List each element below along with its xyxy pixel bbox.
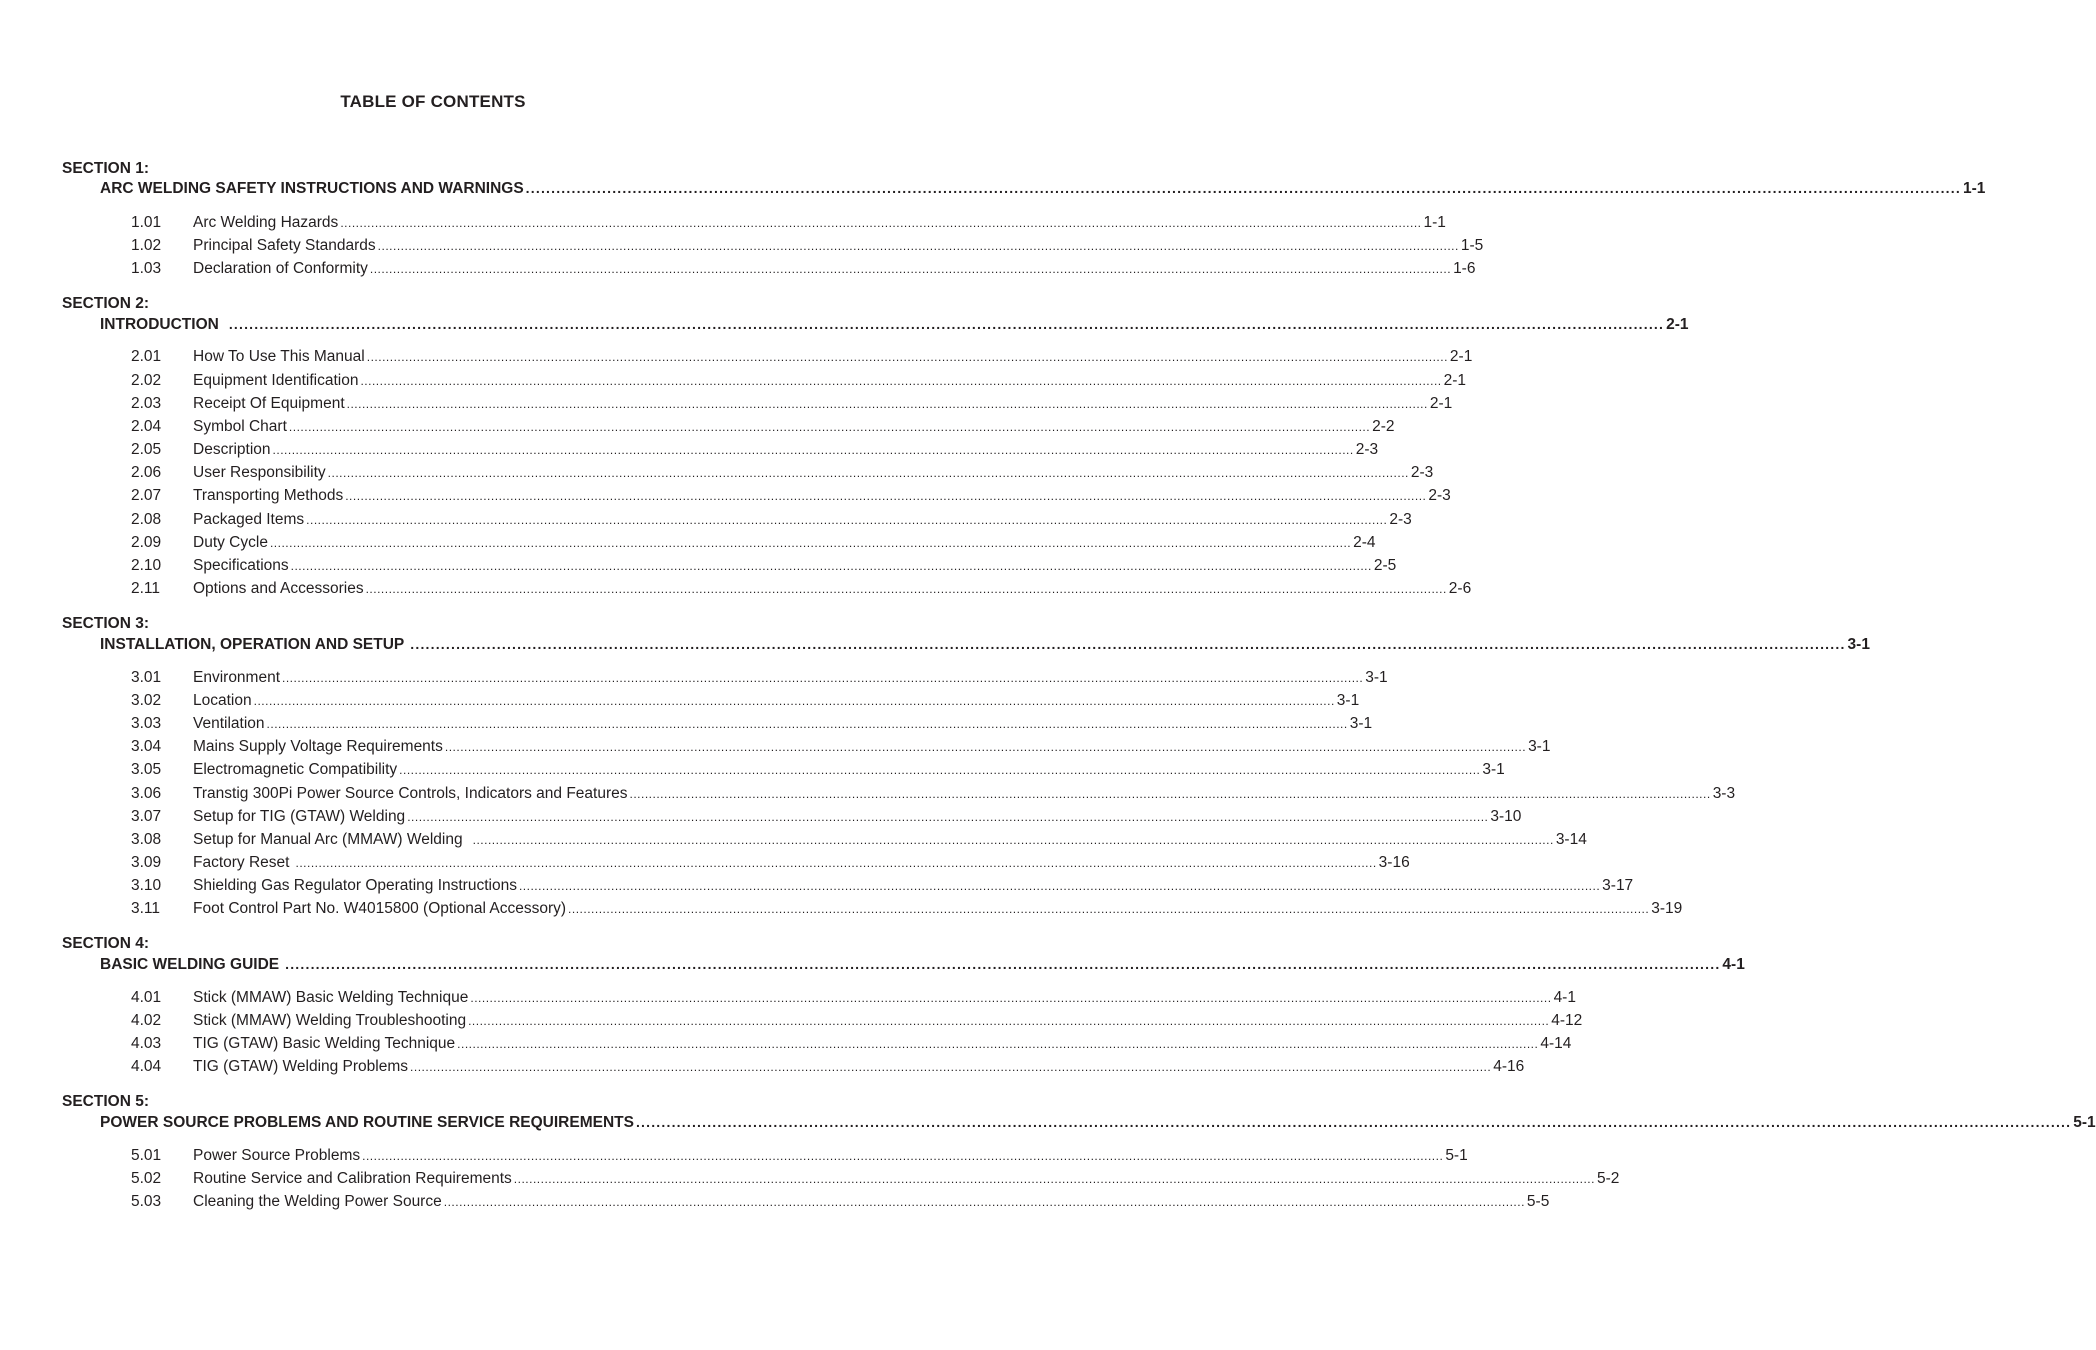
toc-page-number: 1-1	[1423, 214, 1446, 231]
toc-page-number: 2-3	[1389, 511, 1412, 528]
toc-page-number: 3-1	[1847, 636, 1870, 653]
toc-entry-3-04[interactable]	[131, 738, 1551, 756]
dot-leader: ..........................................................................................................................................................................................................................................................................................	[306, 513, 1388, 527]
toc-entry-number: 3.05	[131, 761, 162, 778]
toc-entry-number: 2.10	[131, 557, 162, 574]
toc-section-title: ARC WELDING SAFETY INSTRUCTIONS AND WARNINGS	[100, 180, 524, 197]
dot-leader: ..........................................................................................................................................................................................................................................................................................	[285, 956, 1721, 972]
section-3-heading: SECTION 3:	[62, 615, 149, 632]
toc-entry-2-08[interactable]	[131, 511, 1412, 529]
toc-entry-number: 2.02	[131, 372, 162, 389]
toc-page-number: 3-10	[1490, 808, 1522, 825]
toc-entry-number: 3.02	[131, 692, 162, 709]
dot-leader: ..........................................................................................................................................................................................................................................................................................	[266, 717, 1348, 731]
toc-page-number: 5-2	[1596, 1170, 1620, 1187]
toc-page-number: 3-19	[1651, 900, 1683, 917]
toc-page-number: 2-5	[1373, 557, 1397, 574]
toc-section-1-entry[interactable]	[100, 180, 1986, 198]
dot-leader: ..........................................................................................................................................................................................................................................................................................	[346, 397, 1428, 411]
toc-entry-2-02[interactable]	[131, 372, 1467, 390]
toc-page-number: 1-1	[1962, 180, 1986, 197]
toc-page-number: 4-1	[1553, 989, 1576, 1006]
toc-entry-label: Packaged Items	[193, 511, 305, 528]
toc-page-number: 4-1	[1722, 956, 1745, 973]
toc-page-number: 1-6	[1453, 260, 1476, 277]
toc-entry-label: Power Source Problems	[193, 1147, 361, 1164]
dot-leader: ..........................................................................................................................................................................................................................................................................................	[443, 1195, 1525, 1209]
toc-section-5-entry[interactable]	[100, 1114, 2096, 1132]
dot-leader: ..........................................................................................................................................................................................................................................................................................	[377, 239, 1459, 253]
toc-entry-number: 2.05	[131, 441, 162, 458]
toc-entry-label: Setup for TIG (GTAW) Welding	[193, 808, 406, 825]
toc-entry-label: Ventilation	[193, 715, 265, 732]
toc-entry-label: Foot Control Part No. W4015800 (Optional Accessory)	[193, 900, 567, 917]
dot-leader: ..........................................................................................................................................................................................................................................................................................	[518, 879, 1601, 893]
dot-leader: ..........................................................................................................................................................................................................................................................................................	[295, 856, 1377, 870]
toc-entry-number: 3.01	[131, 669, 162, 686]
toc-entry-label: Factory Reset	[193, 854, 290, 871]
toc-entry-label: Description	[193, 441, 271, 458]
toc-entry-number: 5.03	[131, 1193, 162, 1210]
toc-page-number: 3-3	[1712, 785, 1736, 802]
dot-leader: ..........................................................................................................................................................................................................................................................................................	[635, 1114, 2072, 1130]
dot-leader: ..........................................................................................................................................................................................................................................................................................	[345, 489, 1427, 503]
toc-entry-2-11[interactable]	[131, 580, 1472, 598]
section-1-heading: SECTION 1:	[62, 160, 149, 177]
toc-entry-number: 3.03	[131, 715, 162, 732]
toc-entry-3-10[interactable]	[131, 877, 1634, 895]
toc-section-title: BASIC WELDING GUIDE	[100, 956, 280, 973]
toc-entry-number: 2.11	[131, 580, 161, 597]
toc-entry-1-02[interactable]	[131, 237, 1484, 255]
toc-page-number: 3-1	[1482, 761, 1505, 778]
toc-entry-label: How To Use This Manual	[193, 348, 365, 365]
toc-page-number: 2-2	[1372, 418, 1395, 435]
toc-entry-number: 4.04	[131, 1058, 162, 1075]
toc-page-number: 2-6	[1448, 580, 1472, 597]
section-2-heading: SECTION 2:	[62, 295, 149, 312]
toc-section-4-entry[interactable]	[100, 956, 1745, 974]
toc-entry-3-11[interactable]	[131, 900, 1683, 918]
toc-entry-number: 1.02	[131, 237, 162, 254]
toc-entry-4-01[interactable]	[131, 989, 1576, 1007]
dot-leader: ..........................................................................................................................................................................................................................................................................................	[369, 262, 1452, 276]
toc-entry-number: 3.08	[131, 831, 162, 848]
toc-entry-label: Transtig 300Pi Power Source Controls, Indicators and Features	[193, 785, 628, 802]
toc-entry-number: 3.11	[131, 900, 161, 917]
toc-entry-number: 5.02	[131, 1170, 162, 1187]
toc-entry-label: User Responsibility	[193, 464, 326, 481]
toc-entry-label: Principal Safety Standards	[193, 237, 376, 254]
toc-entry-label: Specifications	[193, 557, 289, 574]
dot-leader: ..........................................................................................................................................................................................................................................................................................	[410, 636, 1846, 652]
toc-page-number: 3-14	[1555, 831, 1587, 848]
section-4-heading: SECTION 4:	[62, 935, 149, 952]
toc-entry-number: 3.09	[131, 854, 162, 871]
toc-entry-2-01[interactable]	[131, 348, 1473, 366]
toc-entry-4-03[interactable]	[131, 1035, 1572, 1053]
toc-entry-number: 2.01	[131, 348, 162, 365]
toc-entry-number: 3.07	[131, 808, 162, 825]
toc-page-number: 3-1	[1528, 738, 1551, 755]
toc-page-number: 4-16	[1493, 1058, 1525, 1075]
dot-leader: ..........................................................................................................................................................................................................................................................................................	[410, 1060, 1492, 1074]
toc-page-number: 3-1	[1349, 715, 1373, 732]
toc-entry-2-06[interactable]	[131, 464, 1434, 482]
toc-page-number: 4-14	[1540, 1035, 1572, 1052]
toc-section-3-entry[interactable]	[100, 636, 1870, 654]
toc-entry-number: 4.03	[131, 1035, 162, 1052]
toc-entry-label: Stick (MMAW) Welding Troubleshooting	[193, 1012, 467, 1029]
toc-entry-number: 4.02	[131, 1012, 162, 1029]
toc-page-number: 2-1	[1449, 348, 1473, 365]
toc-page-number: 2-1	[1443, 372, 1467, 389]
toc-entry-number: 2.07	[131, 487, 162, 504]
toc-entry-number: 4.01	[131, 989, 162, 1006]
dot-leader: ..........................................................................................................................................................................................................................................................................................	[253, 694, 1335, 708]
toc-entry-label: Routine Service and Calibration Requirements	[193, 1170, 512, 1187]
toc-section-title: INSTALLATION, OPERATION AND SETUP	[100, 636, 405, 653]
dot-leader: ..........................................................................................................................................................................................................................................................................................	[362, 1149, 1444, 1163]
toc-entry-label: Receipt Of Equipment	[193, 395, 345, 412]
toc-page-number: 5-1	[2073, 1114, 2096, 1131]
toc-entry-label: Shielding Gas Regulator Operating Instructions	[193, 877, 517, 894]
toc-section-title: INTRODUCTION	[100, 316, 219, 333]
toc-entry-label: TIG (GTAW) Basic Welding Technique	[193, 1035, 456, 1052]
toc-entry-5-01[interactable]	[131, 1147, 1468, 1165]
toc-entry-label: Location	[193, 692, 252, 709]
toc-page-number: 5-1	[1445, 1147, 1468, 1164]
toc-entry-label: Equipment Identification	[193, 372, 359, 389]
toc-entry-label: Electromagnetic Compatibility	[193, 761, 398, 778]
toc-entry-label: Options and Accessories	[193, 580, 364, 597]
dot-leader: ..........................................................................................................................................................................................................................................................................................	[327, 466, 1409, 480]
dot-leader: ..........................................................................................................................................................................................................................................................................................	[472, 833, 1554, 847]
dot-leader: ..........................................................................................................................................................................................................................................................................................	[269, 536, 1352, 550]
toc-page-number: 3-16	[1378, 854, 1410, 871]
toc-entry-3-06[interactable]	[131, 785, 1736, 803]
dot-leader: ..........................................................................................................................................................................................................................................................................................	[407, 810, 1489, 824]
toc-entry-2-04[interactable]	[131, 418, 1395, 436]
dot-leader: ..........................................................................................................................................................................................................................................................................................	[629, 787, 1711, 801]
dot-leader: ..........................................................................................................................................................................................................................................................................................	[457, 1037, 1539, 1051]
toc-entry-label: TIG (GTAW) Welding Problems	[193, 1058, 409, 1075]
dot-leader: ..........................................................................................................................................................................................................................................................................................	[228, 316, 1665, 332]
toc-entry-4-04[interactable]	[131, 1058, 1525, 1076]
toc-entry-number: 2.09	[131, 534, 162, 551]
toc-entry-2-09[interactable]	[131, 534, 1376, 552]
toc-entry-number: 3.06	[131, 785, 162, 802]
toc-page-number: 2-1	[1429, 395, 1453, 412]
toc-entry-4-02[interactable]	[131, 1012, 1583, 1030]
toc-entry-number: 3.10	[131, 877, 162, 894]
toc-entry-3-02[interactable]	[131, 692, 1360, 710]
toc-entry-2-10[interactable]	[131, 557, 1397, 575]
toc-entry-1-03[interactable]	[131, 260, 1476, 278]
page-title: TABLE OF CONTENTS	[340, 92, 526, 111]
dot-leader: ..........................................................................................................................................................................................................................................................................................	[513, 1172, 1595, 1186]
toc-entry-label: Duty Cycle	[193, 534, 268, 551]
toc-page-number: 2-1	[1666, 316, 1689, 333]
toc-section-title: POWER SOURCE PROBLEMS AND ROUTINE SERVICE REQUIREMENTS	[100, 1114, 634, 1131]
toc-entry-number: 2.03	[131, 395, 162, 412]
dot-leader: ..........................................................................................................................................................................................................................................................................................	[290, 559, 1372, 573]
toc-page-number: 3-1	[1365, 669, 1388, 686]
toc-entry-5-03[interactable]	[131, 1193, 1550, 1211]
dot-leader: ..........................................................................................................................................................................................................................................................................................	[365, 582, 1447, 596]
dot-leader: ..........................................................................................................................................................................................................................................................................................	[468, 1014, 1550, 1028]
toc-entry-3-07[interactable]	[131, 808, 1522, 826]
toc-entry-label: Setup for Manual Arc (MMAW) Welding	[193, 831, 463, 848]
toc-entry-label: Transporting Methods	[193, 487, 344, 504]
toc-page-number: 1-5	[1460, 237, 1484, 254]
toc-entry-number: 2.06	[131, 464, 162, 481]
toc-entry-number: 1.03	[131, 260, 162, 277]
dot-leader: ..........................................................................................................................................................................................................................................................................................	[340, 216, 1422, 230]
toc-entry-2-07[interactable]	[131, 487, 1451, 505]
toc-entry-3-05[interactable]	[131, 761, 1505, 779]
toc-entry-3-03[interactable]	[131, 715, 1373, 733]
dot-leader: ..........................................................................................................................................................................................................................................................................................	[360, 374, 1442, 388]
dot-leader: ..........................................................................................................................................................................................................................................................................................	[525, 180, 1961, 196]
dot-leader: ..........................................................................................................................................................................................................................................................................................	[282, 671, 1364, 685]
dot-leader: ..........................................................................................................................................................................................................................................................................................	[366, 350, 1448, 364]
toc-page-number: 4-12	[1551, 1012, 1583, 1029]
dot-leader: ..........................................................................................................................................................................................................................................................................................	[272, 443, 1354, 457]
toc-entry-label: Stick (MMAW) Basic Welding Technique	[193, 989, 469, 1006]
toc-entry-number: 2.08	[131, 511, 162, 528]
toc-entry-label: Environment	[193, 669, 281, 686]
toc-entry-3-09[interactable]	[131, 854, 1410, 872]
toc-entry-3-08[interactable]	[131, 831, 1587, 849]
toc-section-2-entry[interactable]	[100, 316, 1689, 334]
dot-leader: ..........................................................................................................................................................................................................................................................................................	[444, 740, 1527, 754]
toc-page-number: 3-1	[1336, 692, 1360, 709]
section-5-heading: SECTION 5:	[62, 1093, 149, 1110]
toc-entry-label: Symbol Chart	[193, 418, 287, 435]
toc-entry-3-01[interactable]	[131, 669, 1388, 687]
dot-leader: ..........................................................................................................................................................................................................................................................................................	[288, 420, 1371, 434]
toc-entry-number: 3.04	[131, 738, 162, 755]
toc-entry-number: 1.01	[131, 214, 162, 231]
toc-entry-2-03[interactable]	[131, 395, 1453, 413]
toc-entry-label: Arc Welding Hazards	[193, 214, 339, 231]
toc-entry-2-05[interactable]	[131, 441, 1379, 459]
toc-page-number: 2-3	[1428, 487, 1451, 504]
dot-leader: ..........................................................................................................................................................................................................................................................................................	[399, 763, 1481, 777]
toc-entry-5-02[interactable]	[131, 1170, 1620, 1188]
toc-page-number: 3-17	[1602, 877, 1634, 894]
dot-leader: ..........................................................................................................................................................................................................................................................................................	[470, 991, 1552, 1005]
toc-entry-number: 5.01	[131, 1147, 162, 1164]
toc-entry-number: 2.04	[131, 418, 162, 435]
toc-page-number: 2-3	[1355, 441, 1379, 458]
toc-page-number: 5-5	[1526, 1193, 1550, 1210]
toc-entry-1-01[interactable]	[131, 214, 1446, 232]
toc-entry-label: Declaration of Conformity	[193, 260, 368, 277]
toc-entry-label: Cleaning the Welding Power Source	[193, 1193, 442, 1210]
toc-entry-label: Mains Supply Voltage Requirements	[193, 738, 443, 755]
toc-page-number: 2-4	[1353, 534, 1376, 551]
toc-page-number: 2-3	[1410, 464, 1434, 481]
dot-leader: ..........................................................................................................................................................................................................................................................................................	[568, 902, 1650, 916]
